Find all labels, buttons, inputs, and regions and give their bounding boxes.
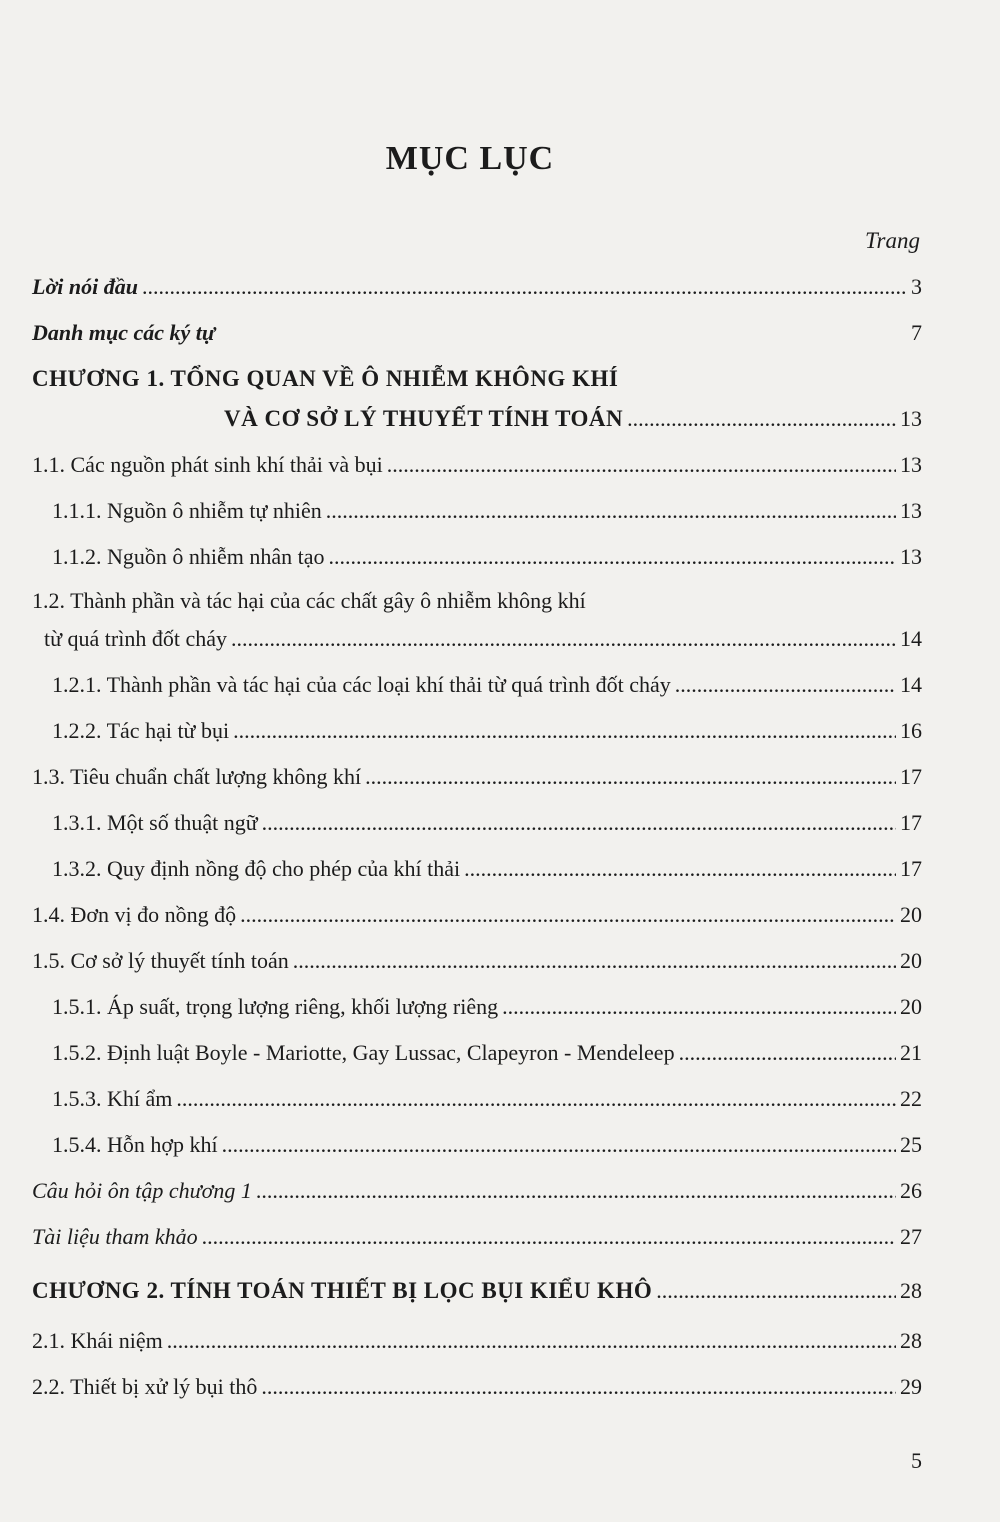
toc-entry-label: Tài liệu tham khảo — [32, 1224, 198, 1249]
chapter-1-heading[interactable] — [32, 398, 922, 432]
toc-entry-page: 22 — [900, 1086, 922, 1111]
toc-leader-dots — [240, 902, 896, 928]
toc-leader-dots — [222, 1132, 896, 1158]
toc-entry[interactable] — [32, 664, 922, 698]
page-title: MỤC LỤC — [385, 140, 555, 177]
toc-entry-label: Danh mục các ký tự — [32, 320, 216, 345]
toc-entry-preface[interactable] — [32, 266, 922, 300]
toc-entry[interactable] — [32, 802, 922, 836]
toc-entry[interactable] — [32, 710, 922, 744]
toc-leader-dots — [627, 406, 896, 432]
toc-leader-dots — [231, 626, 896, 652]
toc-leader-dots — [142, 274, 907, 300]
toc-entry-page: 13 — [900, 498, 922, 523]
toc-entry-label: CHƯƠNG 2. TÍNH TOÁN THIẾT BỊ LỌC BỤI KIỂU KHÔ — [32, 1278, 653, 1303]
toc-entry-label: 2.1. Khái niệm — [32, 1328, 163, 1353]
toc-entry-label: 1.1. Các nguồn phát sinh khí thải và bụi — [32, 452, 383, 477]
toc-entry-page: 25 — [900, 1132, 922, 1157]
toc-entry-label: 1.5.1. Áp suất, trọng lượng riêng, khối lượng riêng — [52, 994, 499, 1019]
toc-entry-page: 28 — [900, 1278, 922, 1303]
toc-entry-symbols[interactable] — [32, 312, 922, 346]
toc-leader-dots — [464, 856, 896, 882]
toc-entry-page: 13 — [900, 406, 922, 431]
toc-leader-dots — [261, 1374, 896, 1400]
toc-leader-dots — [326, 498, 896, 524]
toc-entry-label: Câu hỏi ôn tập chương 1 — [32, 1178, 252, 1203]
toc-entry-label: 1.2.1. Thành phần và tác hại của các loại khí thải từ quá trình đốt cháy — [52, 672, 671, 697]
toc-entry-label: 2.2. Thiết bị xử lý bụi thô — [32, 1374, 258, 1399]
toc-leader-dots — [675, 672, 896, 698]
toc-entry-label: 1.5.4. Hỗn hợp khí — [52, 1132, 218, 1157]
toc-entry-page: 13 — [900, 452, 922, 477]
toc-entry-label: 1.3.2. Quy định nồng độ cho phép của khí thải — [52, 856, 461, 881]
toc-entry-page: 20 — [900, 902, 922, 927]
toc-entry-page: 28 — [900, 1328, 922, 1353]
toc-entry[interactable] — [32, 848, 922, 882]
toc-entry[interactable] — [32, 1124, 922, 1158]
page-number: 5 — [911, 1448, 922, 1473]
toc-entry[interactable] — [32, 894, 922, 928]
toc-entry[interactable] — [32, 444, 922, 478]
toc-entry-1-2-line1[interactable]: 1.2. Thành phần và tác hại của các chất gây ô nhiễm không khí — [32, 588, 586, 613]
toc-entry-label: 1.2.2. Tác hại từ bụi — [52, 718, 230, 743]
toc-leader-dots — [387, 452, 896, 478]
toc-leader-dots — [679, 1040, 896, 1066]
toc-entry-1-2[interactable] — [32, 618, 922, 652]
toc-entry-review-questions[interactable] — [32, 1170, 922, 1204]
toc-leader-dots — [233, 718, 896, 744]
toc-entry-label: 1.3. Tiêu chuẩn chất lượng không khí — [32, 764, 362, 789]
toc-entry-page: 14 — [900, 626, 922, 651]
toc-entry-label: 1.1.2. Nguồn ô nhiễm nhân tạo — [52, 544, 325, 569]
toc-entry[interactable] — [32, 1032, 922, 1066]
page-column-label: Trang — [865, 228, 920, 253]
toc-entry-label: 1.1.1. Nguồn ô nhiễm tự nhiên — [52, 498, 322, 523]
toc-entry-references[interactable] — [32, 1216, 922, 1250]
toc-leader-dots — [176, 1086, 896, 1112]
toc-entry[interactable] — [32, 940, 922, 974]
toc-entry[interactable] — [32, 490, 922, 524]
toc-leader-dots — [329, 544, 896, 570]
toc-entry[interactable] — [32, 756, 922, 790]
toc-leader-dots — [365, 764, 896, 790]
toc-leader-dots — [262, 810, 896, 836]
toc-entry-page: 13 — [900, 544, 922, 569]
toc-entry-page: 16 — [900, 718, 922, 743]
toc-entry-page: 7 — [911, 320, 922, 345]
toc-entry[interactable] — [32, 1078, 922, 1112]
toc-leader-dots — [293, 948, 896, 974]
toc-leader-dots — [167, 1328, 896, 1354]
toc-entry-page: 21 — [900, 1040, 922, 1065]
toc-entry-label: VÀ CƠ SỞ LÝ THUYẾT TÍNH TOÁN — [224, 406, 624, 431]
toc-entry-label: 1.4. Đơn vị đo nồng độ — [32, 902, 237, 927]
toc-entry-page: 26 — [900, 1178, 922, 1203]
toc-entry-label: từ quá trình đốt cháy — [44, 626, 227, 651]
toc-entry[interactable] — [32, 1366, 922, 1400]
toc-entry-page: 29 — [900, 1374, 922, 1399]
toc-entry-page: 14 — [900, 672, 922, 697]
toc-entry-page: 20 — [900, 994, 922, 1019]
toc-entry[interactable] — [32, 1320, 922, 1354]
toc-entry-label: 1.5.3. Khí ẩm — [52, 1086, 173, 1111]
chapter-2-heading[interactable] — [32, 1270, 922, 1304]
toc-entry-label: 1.5. Cơ sở lý thuyết tính toán — [32, 948, 289, 973]
toc-entry-page: 17 — [900, 856, 922, 881]
toc-entry[interactable] — [32, 536, 922, 570]
toc-leader-dots — [656, 1278, 896, 1304]
toc-entry-page: 27 — [900, 1224, 922, 1249]
toc-entry-label: Lời nói đầu — [32, 274, 138, 299]
toc-entry[interactable] — [32, 986, 922, 1020]
toc-entry-page: 17 — [900, 810, 922, 835]
toc-leader-dots — [202, 1224, 896, 1250]
toc-entry-page: 17 — [900, 764, 922, 789]
chapter-1-heading-line1[interactable]: CHƯƠNG 1. TỔNG QUAN VỀ Ô NHIỄM KHÔNG KHÍ — [32, 366, 619, 391]
toc-entry-page: 3 — [911, 274, 922, 299]
toc-entry-page: 20 — [900, 948, 922, 973]
toc-leader-dots — [502, 994, 896, 1020]
toc-entry-label: 1.3.1. Một số thuật ngữ — [52, 810, 258, 835]
toc-leader-dots — [256, 1178, 896, 1204]
toc-entry-label: 1.5.2. Định luật Boyle - Mariotte, Gay Lussac, Clapeyron - Mendeleep — [52, 1040, 675, 1065]
